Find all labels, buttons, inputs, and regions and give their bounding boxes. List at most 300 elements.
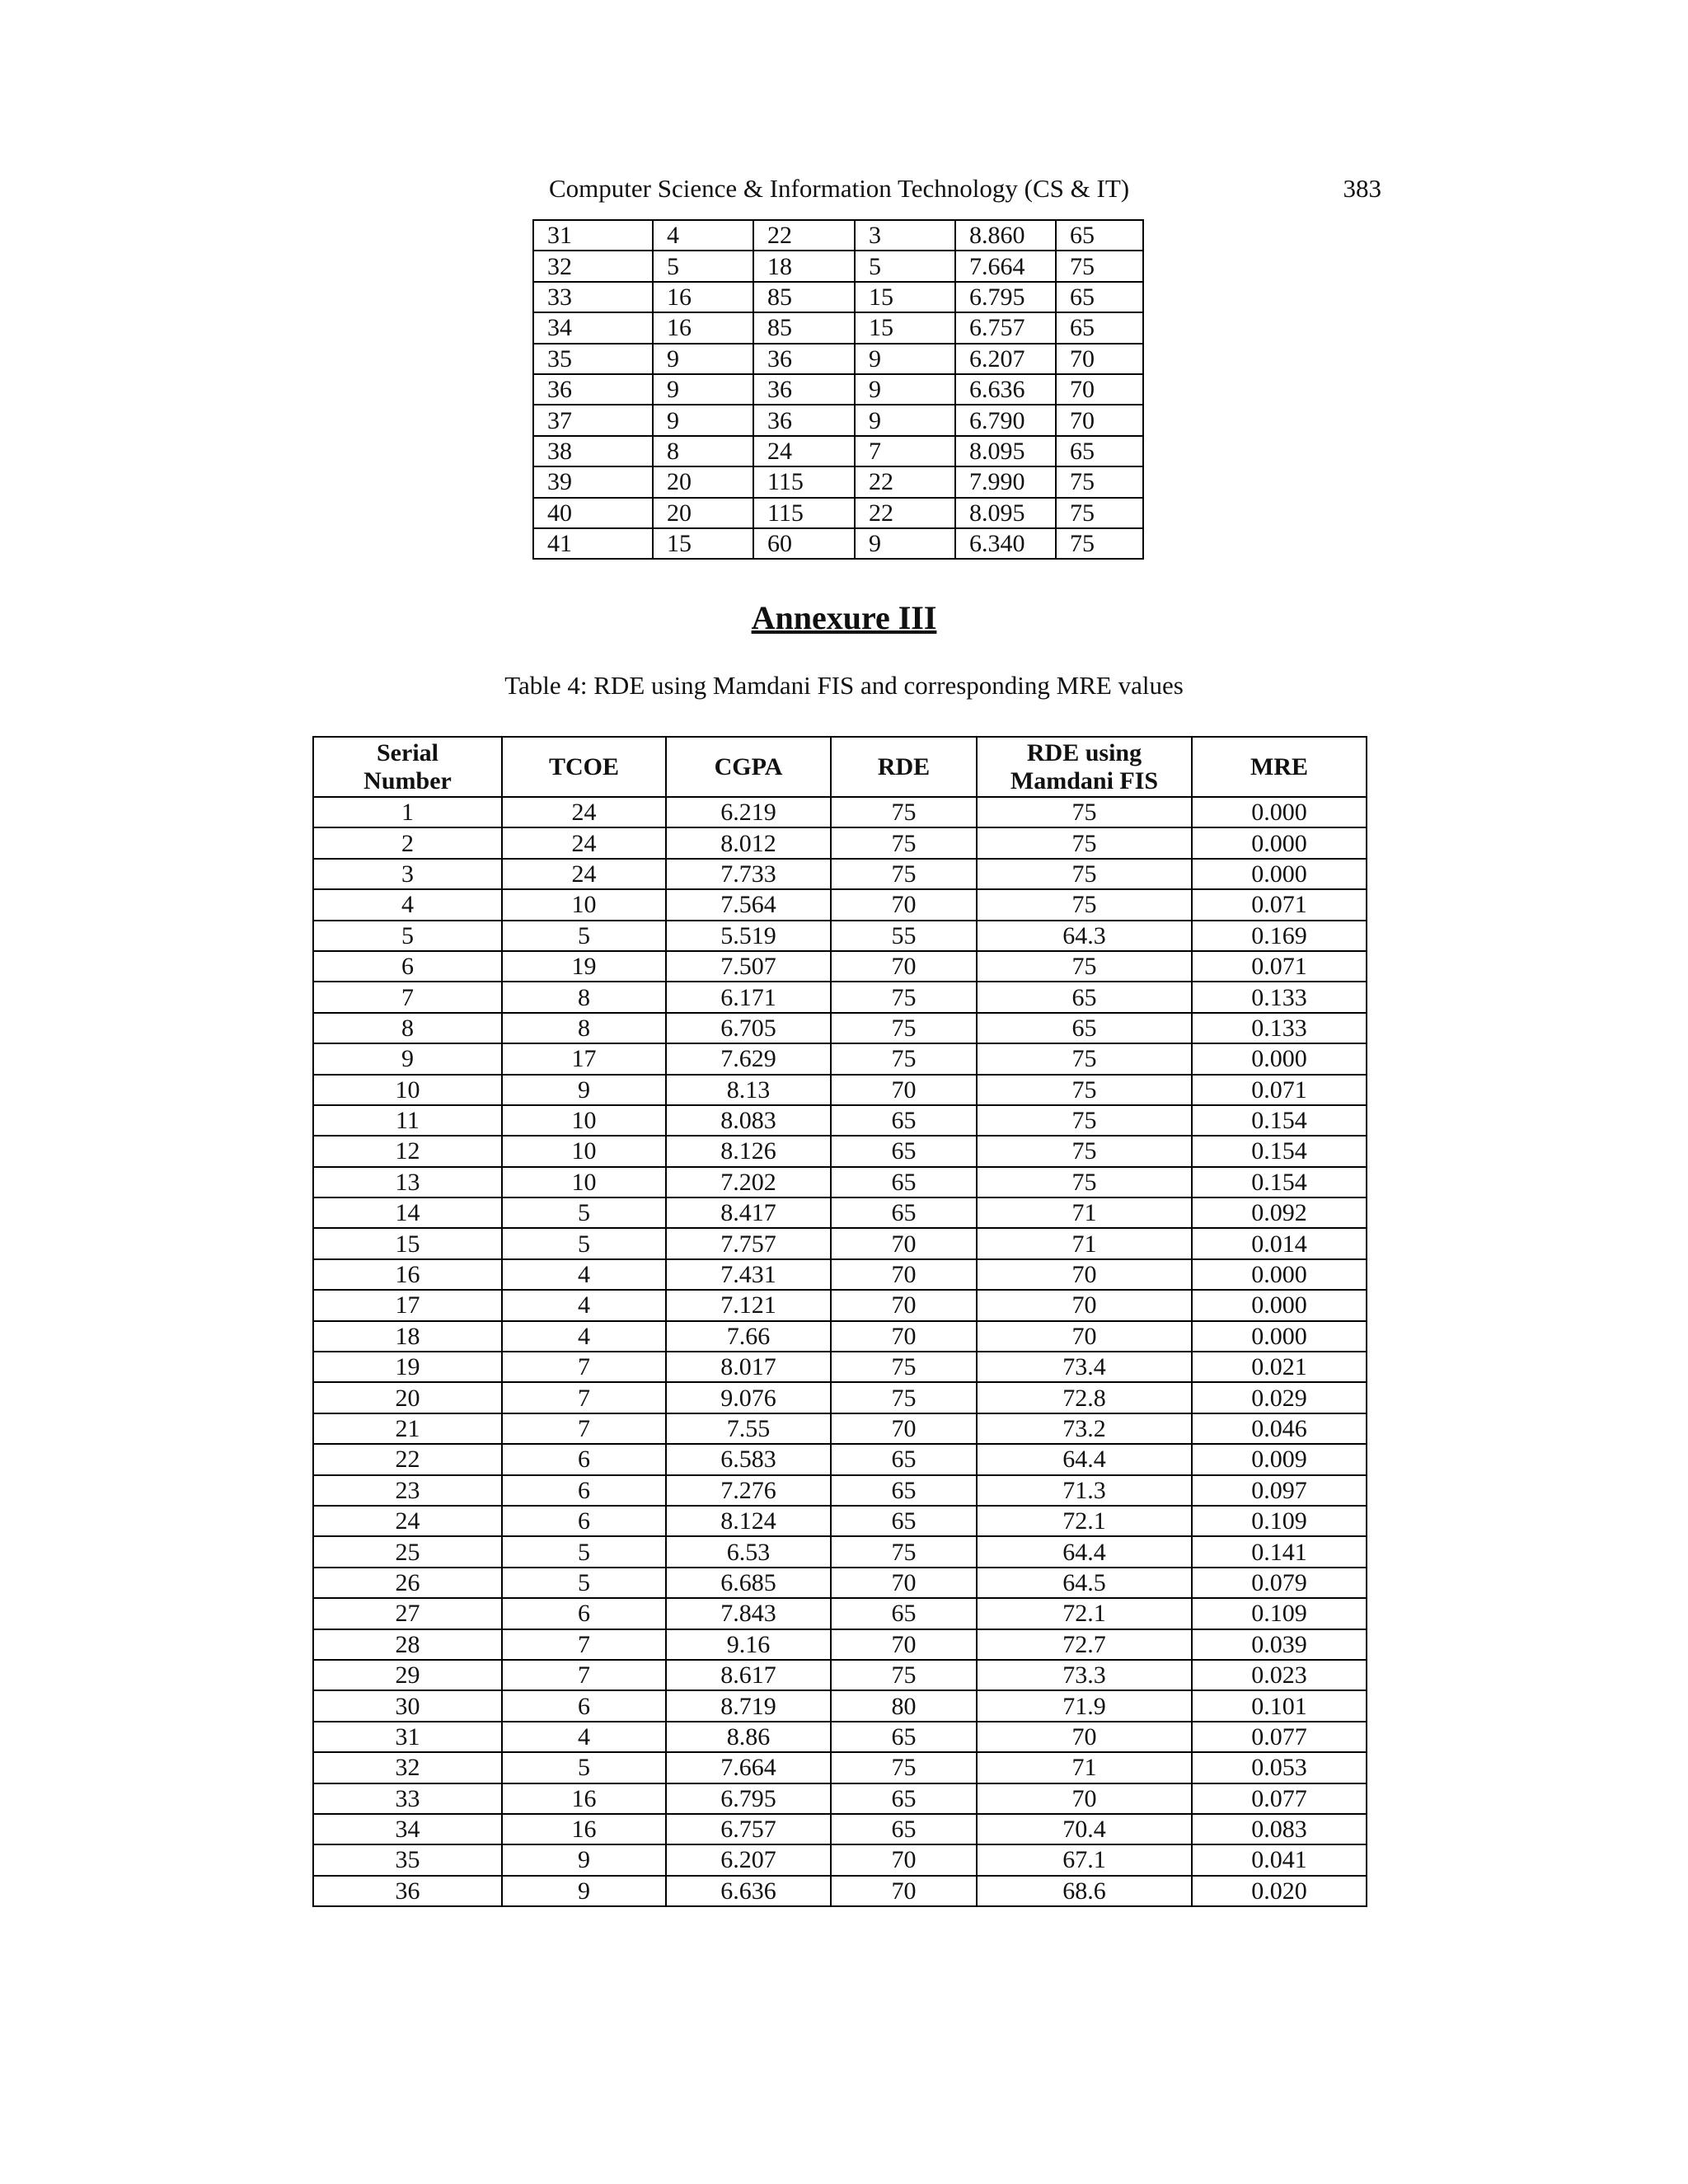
table-cell: 2: [313, 827, 502, 858]
table-cell: 6.207: [666, 1844, 831, 1875]
journal-title: Computer Science & Information Technology (CS & IT): [549, 174, 1130, 203]
table-cell: 8.13: [666, 1075, 831, 1105]
table-cell: 5: [313, 921, 502, 951]
table-cell: 70: [831, 889, 977, 920]
table-row: [533, 374, 1143, 405]
table-cell: 65: [977, 982, 1192, 1012]
table-cell: 0.079: [1192, 1568, 1367, 1598]
table-cell: 10: [502, 1136, 666, 1166]
table-cell: 65: [831, 1197, 977, 1228]
table-cell: 73.3: [977, 1660, 1192, 1690]
table-cell: 6.207: [955, 344, 1056, 374]
table-cell: 22: [313, 1444, 502, 1474]
table-cell: 16: [313, 1259, 502, 1290]
table-cell: 6.53: [666, 1536, 831, 1567]
table-cell: 64.5: [977, 1568, 1192, 1598]
table-row: [313, 1290, 1367, 1320]
table-cell: 24: [313, 1506, 502, 1536]
table-cell: 8.083: [666, 1105, 831, 1136]
column-header-line: Number: [363, 766, 452, 794]
table-cell: 0.000: [1192, 1290, 1367, 1320]
table-cell: 6.757: [666, 1814, 831, 1844]
table-row: [313, 1814, 1367, 1844]
table-row: [313, 1413, 1367, 1444]
table-cell: 24: [502, 859, 666, 889]
table-cell: 75: [977, 1105, 1192, 1136]
table-cell: 70: [831, 1844, 977, 1875]
table-cell: 9: [502, 1876, 666, 1906]
table-cell: 41: [533, 528, 653, 559]
table-cell: 0.154: [1192, 1167, 1367, 1197]
table-cell: 70: [831, 951, 977, 982]
table-cell: 75: [831, 982, 977, 1012]
table-row: [313, 1690, 1367, 1721]
table-cell: 70: [831, 1321, 977, 1352]
table-cell: 65: [831, 1814, 977, 1844]
running-header: [549, 171, 1381, 207]
column-header: [1192, 737, 1367, 797]
table-cell: 64.4: [977, 1536, 1192, 1567]
column-header-line: RDE: [877, 752, 931, 780]
table-cell: 39: [533, 466, 653, 497]
table-cell: 9.16: [666, 1629, 831, 1660]
table-cell: 0.109: [1192, 1598, 1367, 1629]
table-cell: 7: [502, 1382, 666, 1413]
table-cell: 75: [977, 797, 1192, 827]
table-cell: 34: [313, 1814, 502, 1844]
table-cell: 0.014: [1192, 1228, 1367, 1258]
table-cell: 0.021: [1192, 1352, 1367, 1382]
table-cell: 22: [753, 220, 855, 251]
table-cell: 5: [502, 1228, 666, 1258]
table-4: [312, 736, 1367, 1907]
table-cell: 7.66: [666, 1321, 831, 1352]
table-cell: 36: [313, 1876, 502, 1906]
column-header-line: CGPA: [714, 752, 783, 780]
table-cell: 75: [977, 1043, 1192, 1074]
table-cell: 75: [977, 1136, 1192, 1166]
table-cell: 7.733: [666, 859, 831, 889]
table-cell: 9: [653, 374, 753, 405]
table-cell: 36: [753, 405, 855, 435]
table-cell: 0.041: [1192, 1844, 1367, 1875]
table-cell: 33: [313, 1783, 502, 1814]
table-cell: 75: [831, 1352, 977, 1382]
table-cell: 70: [977, 1290, 1192, 1320]
table-cell: 1: [313, 797, 502, 827]
table-cell: 33: [533, 282, 653, 312]
table-row: [313, 921, 1367, 951]
table-cell: 8.617: [666, 1660, 831, 1690]
table-cell: 5: [502, 1536, 666, 1567]
table-cell: 8.126: [666, 1136, 831, 1166]
table-cell: 0.109: [1192, 1506, 1367, 1536]
table-cell: 71.9: [977, 1690, 1192, 1721]
table-cell: 75: [831, 859, 977, 889]
table-cell: 65: [1056, 436, 1143, 466]
table-cell: 65: [831, 1167, 977, 1197]
table-row: [313, 1105, 1367, 1136]
table-cell: 6.171: [666, 982, 831, 1012]
table-row: [313, 982, 1367, 1012]
table-4-body: [313, 797, 1367, 1906]
table-cell: 36: [753, 374, 855, 405]
page-number: 383: [1343, 174, 1381, 203]
table-cell: 13: [313, 1167, 502, 1197]
column-header-line: TCOE: [548, 752, 620, 780]
table-cell: 31: [533, 220, 653, 251]
table-cell: 0.169: [1192, 921, 1367, 951]
table-cell: 65: [831, 1598, 977, 1629]
table-cell: 75: [831, 1752, 977, 1783]
table-row: [313, 889, 1367, 920]
table-row: [313, 951, 1367, 982]
table-cell: 75: [977, 859, 1192, 889]
table-row: [313, 1475, 1367, 1506]
table-cell: 6.583: [666, 1444, 831, 1474]
table-cell: 70: [831, 1876, 977, 1906]
table-cell: 0.023: [1192, 1660, 1367, 1690]
table-cell: 70: [977, 1722, 1192, 1752]
table-cell: 0.053: [1192, 1752, 1367, 1783]
table-row: [533, 436, 1143, 466]
table-cell: 16: [653, 312, 753, 343]
table-cell: 60: [753, 528, 855, 559]
table-cell: 7.843: [666, 1598, 831, 1629]
table-row: [313, 1844, 1367, 1875]
table-row: [313, 827, 1367, 858]
table-cell: 25: [313, 1536, 502, 1567]
table-cell: 72.7: [977, 1629, 1192, 1660]
table-row: [313, 1259, 1367, 1290]
table-cell: 9: [855, 374, 955, 405]
table-cell: 0.083: [1192, 1814, 1367, 1844]
table-cell: 3: [313, 859, 502, 889]
table-row: [313, 1783, 1367, 1814]
table-row: [313, 1075, 1367, 1105]
table-cell: 80: [831, 1690, 977, 1721]
table-cell: 75: [831, 1382, 977, 1413]
table-cell: 7.507: [666, 951, 831, 982]
table-cell: 75: [1056, 528, 1143, 559]
table-cell: 8.017: [666, 1352, 831, 1382]
table-cell: 0.000: [1192, 797, 1367, 827]
table-row: [533, 466, 1143, 497]
table-cell: 5: [502, 1568, 666, 1598]
table-cell: 9: [653, 344, 753, 374]
table-cell: 38: [533, 436, 653, 466]
table-cell: 28: [313, 1629, 502, 1660]
column-header: [666, 737, 831, 797]
column-header: [502, 737, 666, 797]
table-cell: 64.4: [977, 1444, 1192, 1474]
table-cell: 64.3: [977, 921, 1192, 951]
table-cell: 20: [653, 466, 753, 497]
table-cell: 8.860: [955, 220, 1056, 251]
table-row: [313, 859, 1367, 889]
table-row: [313, 1321, 1367, 1352]
table-row: [313, 1013, 1367, 1043]
table-cell: 18: [313, 1321, 502, 1352]
table-cell: 75: [831, 827, 977, 858]
column-header-line: Serial: [377, 738, 438, 766]
table-cell: 7: [502, 1352, 666, 1382]
table-cell: 21: [313, 1413, 502, 1444]
table-row: [313, 797, 1367, 827]
table-cell: 19: [502, 951, 666, 982]
table-cell: 7.629: [666, 1043, 831, 1074]
table-cell: 75: [831, 1043, 977, 1074]
table-cell: 75: [977, 889, 1192, 920]
table-cell: 70: [831, 1413, 977, 1444]
table-cell: 71: [977, 1752, 1192, 1783]
column-header-line: Mamdani FIS: [1010, 766, 1159, 794]
table-cell: 0.000: [1192, 1321, 1367, 1352]
table-cell: 70: [831, 1259, 977, 1290]
table-cell: 34: [533, 312, 653, 343]
table-cell: 67.1: [977, 1844, 1192, 1875]
table-cell: 75: [977, 1167, 1192, 1197]
table-cell: 10: [502, 889, 666, 920]
table-row: [313, 1536, 1367, 1567]
table-cell: 75: [977, 951, 1192, 982]
table-cell: 9: [855, 344, 955, 374]
table-row: [313, 1598, 1367, 1629]
table-row: [533, 220, 1143, 251]
table-cell: 16: [502, 1783, 666, 1814]
table-cell: 7.990: [955, 466, 1056, 497]
table-cell: 71: [977, 1197, 1192, 1228]
table-4-header-row: [313, 737, 1367, 797]
table-cell: 0.071: [1192, 1075, 1367, 1105]
table-cell: 0.092: [1192, 1197, 1367, 1228]
table-row: [533, 344, 1143, 374]
table-cell: 7.55: [666, 1413, 831, 1444]
table-cell: 24: [753, 436, 855, 466]
table-cell: 71: [977, 1228, 1192, 1258]
table-row: [533, 528, 1143, 559]
table-cell: 4: [502, 1290, 666, 1320]
table-4-header: [313, 737, 1367, 797]
table-cell: 20: [313, 1382, 502, 1413]
table-cell: 75: [831, 1013, 977, 1043]
table-cell: 7.664: [666, 1752, 831, 1783]
table-cell: 31: [313, 1722, 502, 1752]
table-cell: 9: [653, 405, 753, 435]
table-cell: 6.219: [666, 797, 831, 827]
table-cell: 35: [313, 1844, 502, 1875]
table-cell: 8.719: [666, 1690, 831, 1721]
column-header-line: RDE using: [1026, 738, 1142, 766]
table-cell: 7.276: [666, 1475, 831, 1506]
table-cell: 115: [753, 466, 855, 497]
table-cell: 8: [653, 436, 753, 466]
table-cell: 18: [753, 251, 855, 281]
table-cell: 65: [831, 1444, 977, 1474]
table-cell: 35: [533, 344, 653, 374]
table-cell: 36: [753, 344, 855, 374]
table-cell: 70: [831, 1075, 977, 1105]
table-cell: 70: [831, 1629, 977, 1660]
table-cell: 19: [313, 1352, 502, 1382]
table-cell: 0.000: [1192, 1259, 1367, 1290]
table-cell: 65: [831, 1506, 977, 1536]
table-row: [313, 1043, 1367, 1074]
table-row: [313, 1228, 1367, 1258]
table-cell: 75: [977, 1075, 1192, 1105]
column-header: [831, 737, 977, 797]
table-row: [313, 1352, 1367, 1382]
table-cell: 70: [831, 1228, 977, 1258]
table-cell: 8.095: [955, 498, 1056, 528]
table-cell: 6: [502, 1598, 666, 1629]
table-cell: 0.071: [1192, 951, 1367, 982]
table-cell: 8.095: [955, 436, 1056, 466]
table-cell: 0.141: [1192, 1536, 1367, 1567]
table-row: [313, 1197, 1367, 1228]
table-cell: 15: [653, 528, 753, 559]
table-cell: 17: [502, 1043, 666, 1074]
table-cell: 85: [753, 312, 855, 343]
table-cell: 6.795: [666, 1783, 831, 1814]
table-cell: 32: [533, 251, 653, 281]
table-cell: 17: [313, 1290, 502, 1320]
table-cell: 6.790: [955, 405, 1056, 435]
table-cell: 73.4: [977, 1352, 1192, 1382]
column-header-line: MRE: [1250, 752, 1308, 780]
table-cell: 7: [313, 982, 502, 1012]
table-cell: 6.757: [955, 312, 1056, 343]
table-cell: 0.000: [1192, 827, 1367, 858]
table-cell: 72.1: [977, 1506, 1192, 1536]
table-cell: 26: [313, 1568, 502, 1598]
table-cell: 75: [977, 827, 1192, 858]
table-cell: 7: [502, 1660, 666, 1690]
table-row: [533, 282, 1143, 312]
table-cell: 22: [855, 498, 955, 528]
table-row: [313, 1444, 1367, 1474]
table-cell: 75: [1056, 498, 1143, 528]
table-cell: 14: [313, 1197, 502, 1228]
table-cell: 10: [502, 1105, 666, 1136]
table-cell: 4: [313, 889, 502, 920]
table-row: [313, 1629, 1367, 1660]
table-cell: 8.124: [666, 1506, 831, 1536]
table-row: [533, 251, 1143, 281]
table-cell: 72.1: [977, 1598, 1192, 1629]
table-cell: 0.133: [1192, 1013, 1367, 1043]
table-continued-body: [533, 220, 1143, 559]
table-cell: 71.3: [977, 1475, 1192, 1506]
table-cell: 0.154: [1192, 1136, 1367, 1166]
table-cell: 70: [977, 1321, 1192, 1352]
table-cell: 70: [977, 1783, 1192, 1814]
table-cell: 70.4: [977, 1814, 1192, 1844]
annexure-heading: Annexure III: [751, 599, 937, 636]
table-cell: 70: [1056, 374, 1143, 405]
table-cell: 32: [313, 1752, 502, 1783]
table-cell: 0.009: [1192, 1444, 1367, 1474]
table-cell: 10: [313, 1075, 502, 1105]
table-cell: 30: [313, 1690, 502, 1721]
table-cell: 40: [533, 498, 653, 528]
table-cell: 9: [313, 1043, 502, 1074]
table-continued: [532, 219, 1144, 560]
table-cell: 8.417: [666, 1197, 831, 1228]
table-cell: 15: [313, 1228, 502, 1258]
table-cell: 65: [831, 1136, 977, 1166]
table-cell: 9.076: [666, 1382, 831, 1413]
table-cell: 0.029: [1192, 1382, 1367, 1413]
table-cell: 8: [502, 1013, 666, 1043]
table-cell: 6.636: [666, 1876, 831, 1906]
table-cell: 0.039: [1192, 1629, 1367, 1660]
table-cell: 9: [502, 1844, 666, 1875]
table-cell: 15: [855, 282, 955, 312]
table-cell: 5: [502, 921, 666, 951]
table-cell: 65: [831, 1105, 977, 1136]
table-cell: 8.86: [666, 1722, 831, 1752]
table-cell: 6: [502, 1690, 666, 1721]
table-cell: 5: [855, 251, 955, 281]
table-cell: 24: [502, 827, 666, 858]
table-cell: 7: [855, 436, 955, 466]
table-row: [533, 405, 1143, 435]
table-cell: 65: [831, 1475, 977, 1506]
table-cell: 70: [1056, 405, 1143, 435]
column-header: [977, 737, 1192, 797]
table-cell: 68.6: [977, 1876, 1192, 1906]
table-cell: 55: [831, 921, 977, 951]
table-cell: 24: [502, 797, 666, 827]
table-cell: 70: [977, 1259, 1192, 1290]
table-cell: 6.340: [955, 528, 1056, 559]
table-row: [313, 1876, 1367, 1906]
table-cell: 16: [653, 282, 753, 312]
table-cell: 70: [1056, 344, 1143, 374]
table-cell: 4: [502, 1259, 666, 1290]
table-cell: 4: [653, 220, 753, 251]
table-row: [313, 1506, 1367, 1536]
table-cell: 5: [653, 251, 753, 281]
table-cell: 0.154: [1192, 1105, 1367, 1136]
table-cell: 0.046: [1192, 1413, 1367, 1444]
table-cell: 5.519: [666, 921, 831, 951]
table-cell: 6.705: [666, 1013, 831, 1043]
table-cell: 65: [1056, 220, 1143, 251]
table-cell: 6: [313, 951, 502, 982]
table-caption: Table 4: RDE using Mamdani FIS and corresponding MRE values: [504, 671, 1184, 700]
table-cell: 0.101: [1192, 1690, 1367, 1721]
table-cell: 36: [533, 374, 653, 405]
table-cell: 23: [313, 1475, 502, 1506]
table-cell: 65: [977, 1013, 1192, 1043]
table-cell: 6: [502, 1506, 666, 1536]
table-cell: 75: [1056, 466, 1143, 497]
table-cell: 5: [502, 1197, 666, 1228]
table-cell: 85: [753, 282, 855, 312]
table-cell: 75: [831, 797, 977, 827]
table-cell: 65: [1056, 282, 1143, 312]
table-cell: 3: [855, 220, 955, 251]
table-cell: 7.431: [666, 1259, 831, 1290]
table-row: [313, 1752, 1367, 1783]
table-cell: 7.664: [955, 251, 1056, 281]
table-cell: 7.757: [666, 1228, 831, 1258]
table-cell: 75: [831, 1660, 977, 1690]
table-cell: 75: [831, 1536, 977, 1567]
table-cell: 6: [502, 1444, 666, 1474]
